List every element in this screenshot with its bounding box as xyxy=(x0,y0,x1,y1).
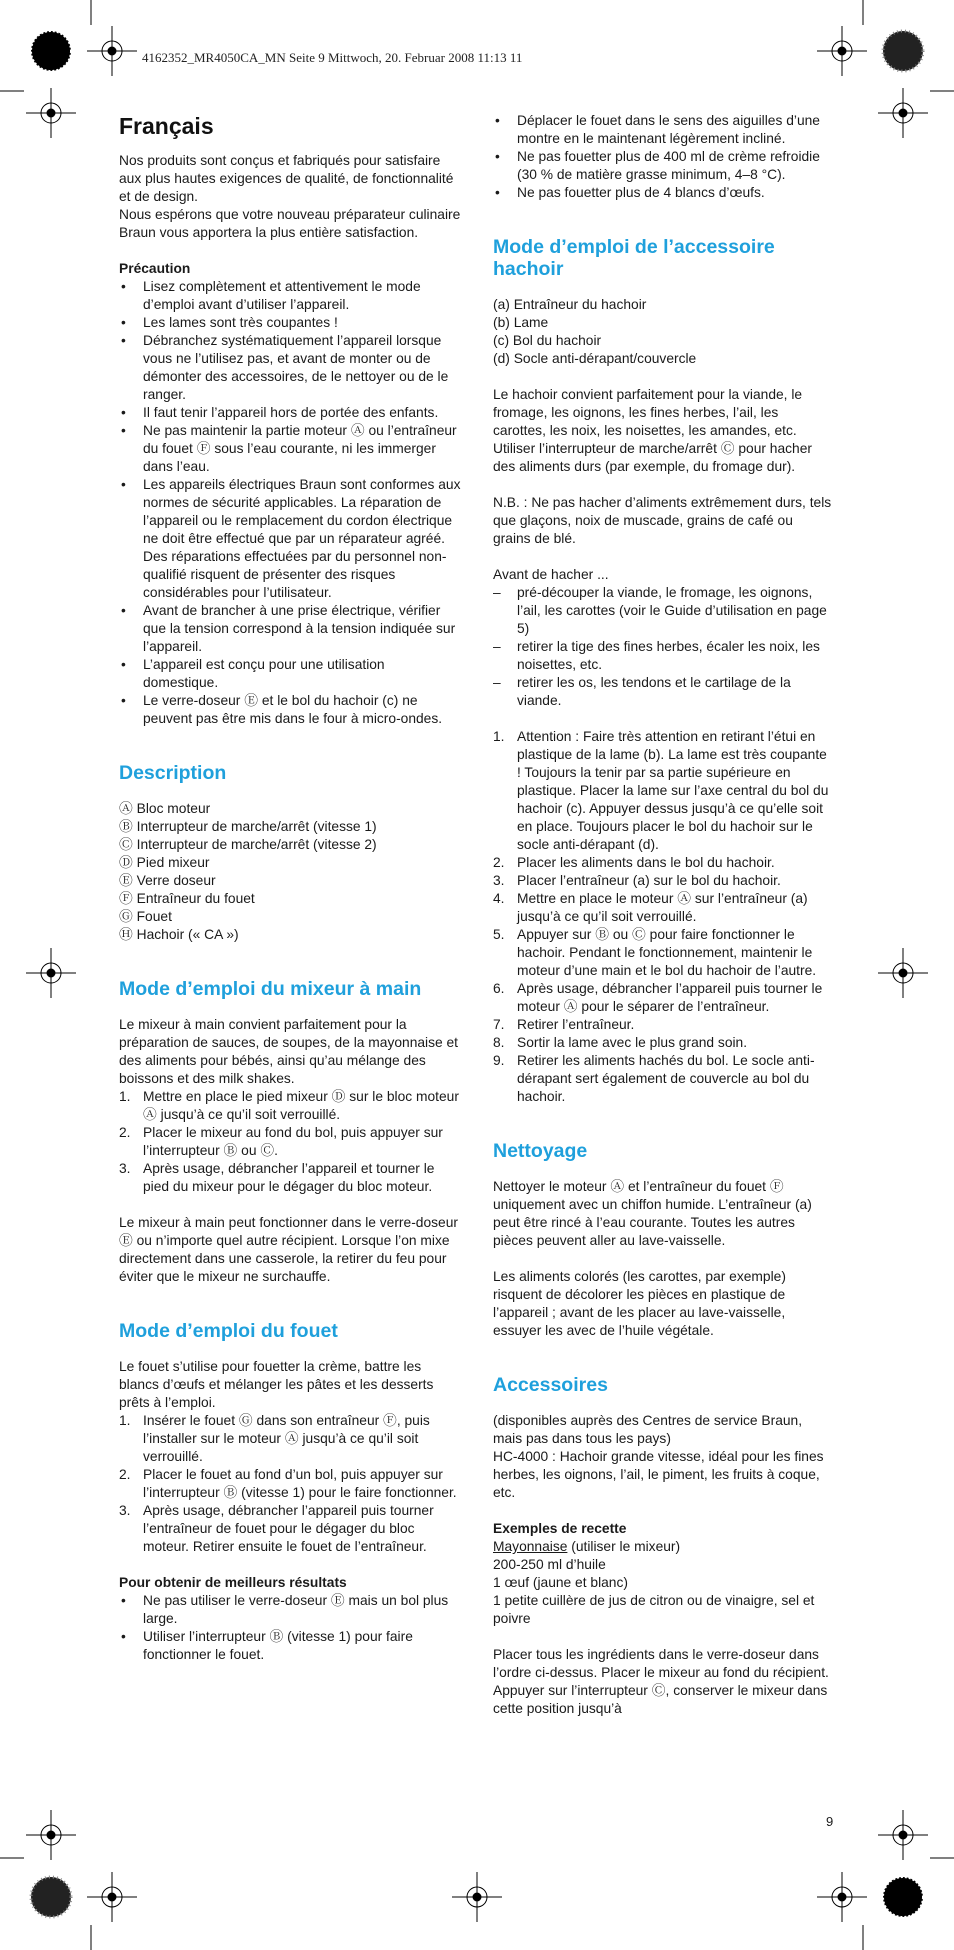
description-heading: Description xyxy=(119,762,227,784)
list-item: • Les lames sont très coupantes ! xyxy=(119,314,461,332)
list-item: 2. Placer le fouet au fond d’un bol, puis appuyer sur l’interrupteur Ⓑ (vitesse 1) pour le faire fonctionner. xyxy=(119,1467,457,1500)
list-item: 3. Après usage, débrancher l’appareil et tourner le pied du mixeur pour le dégager du bloc moteur. xyxy=(119,1161,435,1194)
cleaning-paragraph: Nettoyer le moteur Ⓐ et l’entraîneur du fouet Ⓕ uniquement avec un chiffon humide. L’entraîneur (a) peut être rincé à l’eau courante. Toutes les autres pièces peuvent aller au lave-vaisselle. xyxy=(493,1179,812,1248)
intro-paragraph: Nous espérons que votre nouveau préparateur culinaire Braun vous apportera la plus entière satisfaction. xyxy=(119,207,461,240)
list-item: • Débranchez systématiquement l’appareil lorsque vous ne l’utilisez pas, et avant de monter ou de démonter des accessoires, de le nettoyer ou de le ranger. xyxy=(119,332,461,404)
recipe-ingredient: 1 petite cuillère de jus de citron ou de vinaigre, sel et poivre xyxy=(493,1593,815,1626)
whisk-heading: Mode d’emploi du fouet xyxy=(119,1320,338,1342)
print-header: 4162352_MR4050CA_MN Seite 9 Mittwoch, 20. Februar 2008 11:13 11 xyxy=(142,50,523,65)
list-item: 2. Placer les aliments dans le bol du hachoir. xyxy=(493,855,775,870)
recipe-heading: Exemples de recette xyxy=(493,1521,627,1536)
left-column xyxy=(119,112,461,1664)
list-item: 1. Mettre en place le pied mixeur Ⓓ sur le bloc moteur Ⓐ jusqu’à ce qu’il soit verrouillé. xyxy=(119,1089,459,1122)
description-list xyxy=(119,800,461,944)
mixer-steps xyxy=(119,1088,461,1196)
list-item: 3. Après usage, débrancher l’appareil puis tourner l’entraîneur de fouet pour le dégager du bloc moteur. Retirer ensuite le fouet de l’entraîneur. xyxy=(119,1503,434,1554)
list-item: • Le verre-doseur Ⓔ et le bol du hachoir (c) ne peuvent pas être mis dans le four à micro-ondes. xyxy=(119,692,461,728)
chopper-heading: Mode d’emploi de l’accessoire hachoir xyxy=(493,236,775,280)
list-item: 1. Attention : Faire très attention en retirant l’étui en plastique de la lame (b). La lame est très coupante ! Toujours la tenir par sa partie supérieure en plastique. Placer la lame sur l’axe central du bol du hachoir (c). Appuyer dessus jusqu’à ce qu’elle soit en place. Toujours placer le bol du hachoir sur le socle anti-dérapant (d). xyxy=(493,729,829,852)
chopper-note: N.B. : Ne pas hacher d’aliments extrêmement durs, tels que glaçons, noix de muscade, grains de café ou grains de blé. xyxy=(493,495,832,546)
list-item: Ⓔ Verre doseur xyxy=(119,873,216,888)
accessories-paragraph: HC-4000 : Hachoir grande vitesse, idéal pour les fines herbes, les oignons, l’ail, le piment, les fruits à coque, etc. xyxy=(493,1449,824,1500)
list-item: • Ne pas fouetter plus de 400 ml de crème refroidie (30 % de matière grasse minimum, 4–8 °C). xyxy=(493,148,833,184)
list-item: 6. Après usage, débrancher l’appareil puis tourner le moteur Ⓐ pour le séparer de l’entraîneur. xyxy=(493,981,823,1014)
list-item: – pré-découper la viande, le fromage, les oignons, l’ail, les carottes (voir le Guide d’utilisation en page 5) xyxy=(493,585,827,636)
chopper-steps xyxy=(493,728,833,1106)
list-item: (c) Bol du hachoir xyxy=(493,333,602,348)
list-item: 1. Insérer le fouet Ⓖ dans son entraîneur Ⓕ, puis l’installer sur le moteur Ⓐ jusqu’à ce qu’il soit verrouillé. xyxy=(119,1413,430,1464)
cleaning-paragraph: Les aliments colorés (les carottes, par exemple) risquent de décolorer les pièces en plastique de l’appareil ; avant de les placer au lave-vaisselle, essuyer les avec de l’huile végétale. xyxy=(493,1269,786,1338)
list-item: (d) Socle anti-dérapant/couvercle xyxy=(493,351,697,366)
chopper-intro: Le hachoir convient parfaitement pour la viande, le fromage, les oignons, les fines herbes, l’ail, les carottes, les noix, les noisettes, les amandes, etc. Utiliser l’interrupteur de marche/arrêt Ⓒ pour hacher des aliments durs (par exemple, du fromage dur). xyxy=(493,387,812,474)
caution-list xyxy=(119,278,461,728)
recipe-method: Placer tous les ingrédients dans le verre-doseur dans l’ordre ci-dessus. Placer le mixeur au fond du récipient. Appuyer sur l’interrupteur Ⓒ, conserver le mixeur dans cette position jusqu’à xyxy=(493,1647,829,1716)
intro-paragraph: Nos produits sont conçus et fabriqués pour satisfaire aux plus hautes exigences de qualité, de fonctionnalité et de design. xyxy=(119,153,454,204)
tips-list xyxy=(119,1592,461,1664)
list-item: • Les appareils électriques Braun sont conformes aux normes de sécurité applicables. La réparation de l’appareil ou le remplacement du cordon électrique ne doit être effectué que par un réparateur agréé. Des réparations effectuées par du personnel non-qualifié risquent de présenter des risques considérables pour l’utilisateur. xyxy=(119,476,461,602)
list-item: • Avant de brancher à une prise électrique, vérifier que la tension correspond à la tension indiquée sur l’appareil. xyxy=(119,602,461,656)
list-item: • Lisez complètement et attentivement le mode d’emploi avant d’utiliser l’appareil. xyxy=(119,278,461,314)
list-item: • Il faut tenir l’appareil hors de portée des enfants. xyxy=(119,404,461,422)
list-item: 7. Retirer l’entraîneur. xyxy=(493,1017,635,1032)
whisk-intro: Le fouet s’utilise pour fouetter la crème, battre les blancs d’œufs et mélanger les pâtes et les desserts prêts à l’emploi. xyxy=(119,1359,434,1410)
list-item: (b) Lame xyxy=(493,315,549,330)
list-item: 5. Appuyer sur Ⓑ ou Ⓒ pour faire fonctionner le hachoir. Pendant le fonctionnement, maintenir le moteur d’une main et le bol du hachoir de l’autre. xyxy=(493,927,817,978)
list-item: • Ne pas utiliser le verre-doseur Ⓔ mais un bol plus large. xyxy=(119,1592,461,1628)
chopper-parts xyxy=(493,296,833,368)
list-item: 9. Retirer les aliments hachés du bol. Le socle anti-dérapant sert également de couvercle au bol du hachoir. xyxy=(493,1053,815,1104)
recipe-ingredient: 1 œuf (jaune et blanc) xyxy=(493,1575,628,1590)
list-item: 2. Placer le mixeur au fond du bol, puis appuyer sur l’interrupteur Ⓑ ou Ⓒ. xyxy=(119,1125,443,1158)
mixer-note: Le mixeur à main peut fonctionner dans le verre-doseur Ⓔ ou n’importe quel autre récipient. Lorsque l’on mixe directement dans une casserole, la retirer du feu pour éviter que le mixeur ne surchauffe. xyxy=(119,1215,458,1284)
list-item: Ⓑ Interrupteur de marche/arrêt (vitesse 1) xyxy=(119,819,377,834)
list-item: • Utiliser l’interrupteur Ⓑ (vitesse 1) pour faire fonctionner le fouet. xyxy=(119,1628,461,1664)
accessories-heading: Accessoires xyxy=(493,1374,608,1396)
right-column xyxy=(493,112,833,1718)
list-item: • Déplacer le fouet dans le sens des aiguilles d’une montre en le maintenant légèrement incliné. xyxy=(493,112,833,148)
list-item: Ⓖ Fouet xyxy=(119,909,172,924)
whisk-steps xyxy=(119,1412,461,1556)
list-item: – retirer la tige des fines herbes, écaler les noix, les noisettes, etc. xyxy=(493,639,820,672)
list-item: Ⓒ Interrupteur de marche/arrêt (vitesse 2) xyxy=(119,837,377,852)
before-list xyxy=(493,584,833,710)
tips-heading: Pour obtenir de meilleurs résultats xyxy=(119,1575,347,1590)
list-item: Ⓐ Bloc moteur xyxy=(119,801,211,816)
list-item: (a) Entraîneur du hachoir xyxy=(493,297,647,312)
page-number: 9 xyxy=(826,1814,834,1829)
list-item: Ⓕ Entraîneur du fouet xyxy=(119,891,255,906)
tips-list-continued xyxy=(493,112,833,202)
list-item: 3. Placer l’entraîneur (a) sur le bol du hachoir. xyxy=(493,873,781,888)
list-item: 8. Sortir la lame avec le plus grand soin. xyxy=(493,1035,748,1050)
list-item: – retirer les os, les tendons et le cartilage de la viande. xyxy=(493,675,791,708)
before-heading: Avant de hacher ... xyxy=(493,567,609,582)
cleaning-heading: Nettoyage xyxy=(493,1140,588,1162)
list-item: • Ne pas maintenir la partie moteur Ⓐ ou l’entraîneur du fouet Ⓕ sous l’eau courante, ni les immerger dans l’eau. xyxy=(119,422,461,476)
list-item: • Ne pas fouetter plus de 4 blancs d’œufs. xyxy=(493,184,833,202)
mixer-intro: Le mixeur à main convient parfaitement pour la préparation de sauces, de soupes, de la mayonnaise et des aliments pour bébés, ainsi qu’au mélange des boissons et des milk shakes. xyxy=(119,1017,459,1086)
caution-heading: Précaution xyxy=(119,261,191,276)
recipe-name: Mayonnaise (utiliser le mixeur) xyxy=(493,1539,681,1554)
recipe-ingredient: 200-250 ml d’huile xyxy=(493,1557,606,1572)
list-item: Ⓓ Pied mixeur xyxy=(119,855,210,870)
page-title: Français xyxy=(119,113,214,139)
accessories-paragraph: (disponibles auprès des Centres de service Braun, mais pas dans tous les pays) xyxy=(493,1413,803,1446)
list-item: 4. Mettre en place le moteur Ⓐ sur l’entraîneur (a) jusqu’à ce qu’il soit verrouillé. xyxy=(493,891,808,924)
list-item: Ⓗ Hachoir (« CA ») xyxy=(119,927,239,942)
list-item: • L’appareil est conçu pour une utilisation domestique. xyxy=(119,656,461,692)
mixer-heading: Mode d’emploi du mixeur à main xyxy=(119,978,422,1000)
